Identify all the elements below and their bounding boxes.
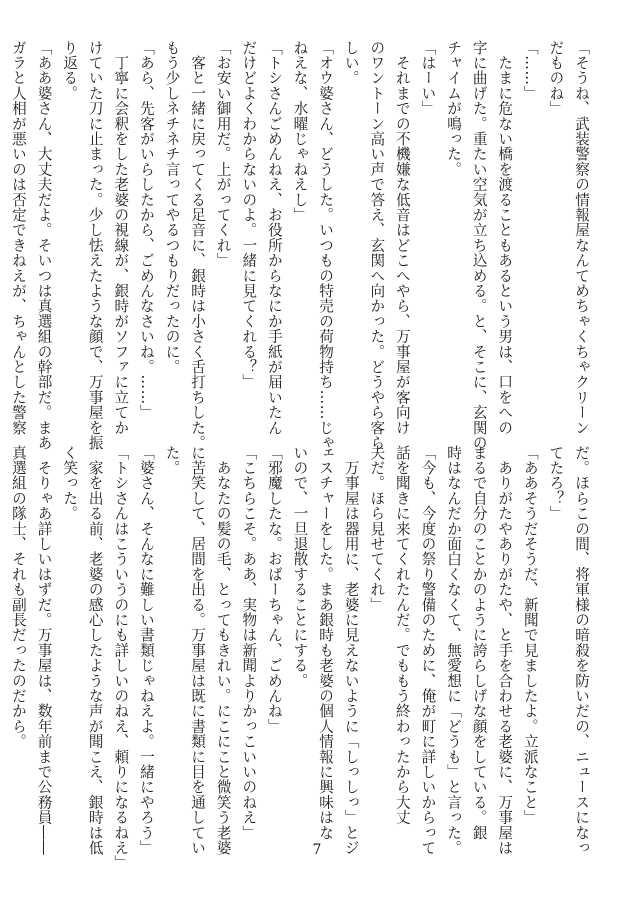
text-line: チャイムが鳴った。 [445,40,463,177]
text-line: 万事屋は器用に、老婆に見えないように「しっしっ」とジ [342,445,360,856]
text-line: た。 [163,445,181,476]
text-line: 「ああそうだそうだ、新聞で見ましたよ。立派なこと」 [521,445,539,825]
top-text-block [9,40,594,451]
text-line: 「お安い御用だ。上がってくれ」 [214,40,232,268]
text-line: 「オウ婆さん、どうした。いつもの特売の荷物持ち……じゃ [317,40,335,451]
text-line: あなたの髪の毛、とってもきれい。にこにこと微笑う老婆 [214,445,232,856]
text-line: 夫だ。ほら見せてくれ」 [368,445,386,613]
text-line: いので、一旦退散することにする。 [291,445,309,689]
text-line: 「今も、今度の祭り警備のために、俺が町に詳しいからって [419,445,437,856]
text-line: ありがたやありがたや、と手を合わせる老婆に、万事屋は [496,445,514,856]
text-line: 字に曲げた。重たい空気が立ち込める。と、そこに、玄関の [470,40,488,451]
text-line: 話を聞きに来てくれたんだ。でももう終わったから大丈 [393,445,411,825]
text-line: だものね」 [547,40,565,116]
text-line: 「あら、先客がいらしたから、ごめんなさいね。……」 [137,40,155,420]
text-line: 「婆さん、そんなに難しい書類じゃねえよ。一緒にやろう」 [137,445,155,856]
text-line: 「……」 [521,40,539,101]
text-line: 「トシさんごめんねえ、お役所からなにか手紙が届いたん [265,40,283,436]
text-line: 「こちらこそ。ああ、実物は新聞よりかっこいいのねえ」 [240,445,258,841]
text-line: だ。ほらこの間、将軍様の暗殺を防いだの、ニュースになっ [573,445,590,856]
text-line: ェスチャーをした。まあ銀時も老婆の個人情報に興味はな [317,445,335,841]
text-line: しい。 [342,40,360,86]
text-line: そりゃあ詳しいはずだ。万事屋は、数年前まで公務員―― [35,445,53,856]
text-line: り返る。 [61,40,79,101]
text-line: それまでの不機嫌な低音はどこへやら、万事屋が客向け [393,40,411,436]
text-line: ガラと人相が悪いのは否定できねえが、ちゃんとした警察 [9,40,27,436]
text-line: 時はなんだか面白くなくて、無愛想に「どうも」と言った。 [445,445,463,856]
text-line: 家を出る前、老婆の感心したような声が聞こえ、銀時は低 [86,445,104,856]
text-line: 丁寧に会釈をした老婆の視線が、銀時がソファに立てか [112,40,130,436]
text-line: 客と一緒に戻ってくる足音に、銀時は小さく舌打ちした。 [189,40,207,451]
text-line: 「はーい」 [419,40,437,116]
text-line: たまに危ない橋を渡ることもあるという男は、口をへの [496,40,514,436]
text-line: 「そうね、武装警察の情報屋なんてめちゃくちゃクリーン [573,40,590,436]
text-line: 「ああ婆さん、大丈夫だよ。そいつは真選組の幹部だ。まあ [35,40,53,451]
text-line: 「邪魔したな。おばーちゃん、ごめんね」 [265,445,283,734]
text-line: けていた刀に止まった。少し怯えたような顔で、万事屋を振 [86,40,104,451]
text-line: まるで自分のことかのように誇らしげな顔をしている。銀 [470,445,488,841]
text-line: く笑った。 [61,445,79,521]
text-line: てたろ？」 [547,445,565,521]
text-line: に苦笑して、居間を出る。万事屋は既に書類に目を通してい [189,445,207,856]
page-number: 7 [312,842,322,858]
text-line: 「トシさんはこういうのにも詳しいのねえ、頼りになるねえ」 [112,445,130,871]
text-line: もう少しネチネチ言ってやるつもりだったのに。 [163,40,181,375]
bottom-text-block [9,445,594,871]
text-line: ねえな、水曜じゃねえし」 [291,40,309,223]
text-line: だけどよくわからないのよ。一緒に見てくれる？」 [240,40,258,390]
text-line: のワントーン高い声で答え、玄関へ向かった。どうやら客ら [368,40,386,451]
text-line: 真選組の隊士、それも副長だったのだから。 [9,445,27,749]
